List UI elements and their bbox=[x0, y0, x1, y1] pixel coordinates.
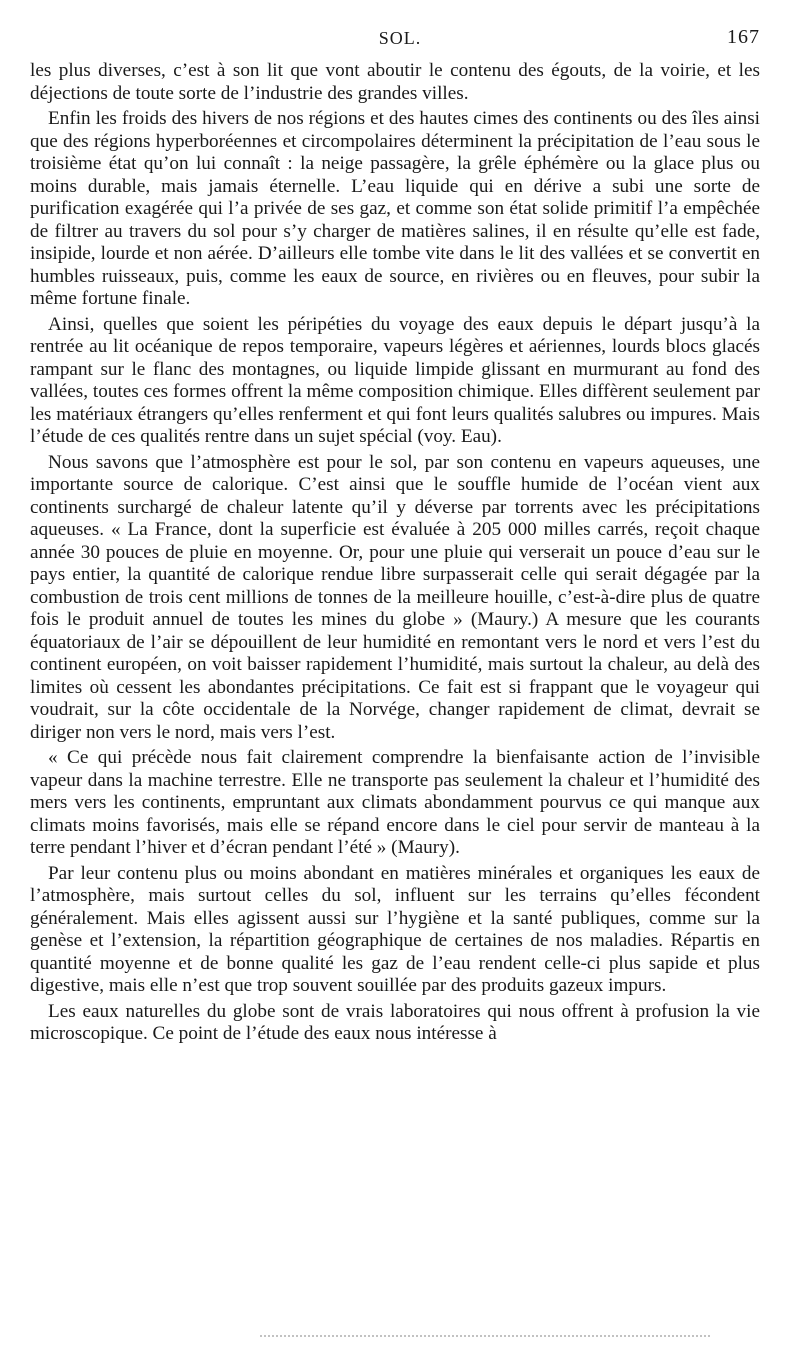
page-body bbox=[30, 60, 760, 1049]
paragraph: Ainsi, quelles que soient les péripéties du voyage des eaux depuis le départ jusqu’à la rentrée au lit océanique de repos temporaire, vapeurs légères et aériennes, lourds blocs glacés rampant sur le flanc des montagnes, ou liquide limpide glissant en murmurant au fond des vallées, toutes ces formes offrent la même composition chimique. Elles diffèrent seulement par les matériaux étrangers qu’elles renferment et qui font leurs qualités salubres ou impures. Mais l’étude de ces qualités rentre dans un sujet spécial (voy. Eau). bbox=[30, 313, 760, 447]
paragraph: Nous savons que l’atmosphère est pour le sol, par son contenu en vapeurs aqueuses, une importante source de calorique. C’est ainsi que le souffle humide de l’océan vient aux continents surchargé de chaleur latente qu’il y déverse par torrents avec les précipitations aqueuses. « La France, dont la superficie est évaluée à 205 000 milles carrés, reçoit chaque année 30 pouces de pluie en moyenne. Or, pour une pluie qui verserait un pouce d’eau sur le pays entier, la quantité de calorique rendue libre surpasserait celle qui serait dégagée par la combustion de trois cent millions de tonnes de la meilleure houille, c’est-à-dire plus de quatre fois le produit annuel de toutes les mines du globe » (Maury.) A mesure que les courants équatoriaux de l’air se dépouillent de leur humidité en remontant vers le nord et vers l’est du continent européen, on voit baisser rapidement l’humidité, mais surtout la chaleur, au delà des limites où cessent les abondantes précipitations. Ce fait est si frappant que le voyageur qui voudrait, sur la côte occidentale de la Norvége, changer rapidement de climat, devrait se diriger non vers le nord, mais vers l’est. bbox=[30, 451, 760, 743]
page-header bbox=[30, 28, 770, 52]
paragraph: les plus diverses, c’est à son lit que vont aboutir le contenu des égouts, de la voirie, et les déjections de toute sorte de l’industrie des grandes villes. bbox=[30, 60, 760, 104]
running-title: SOL. bbox=[378, 28, 422, 48]
paragraph: Par leur contenu plus ou moins abondant en matières minérales et organiques les eaux de l’atmosphère, mais surtout celles du sol, influent sur les terrains qu’elles fécondent généralement. Mais elles agissent aussi sur l’hygiène et la santé publiques, comme sur la genèse et l’extension, la répartition géographique de certaines de nos maladies. Répartis en quantité moyenne et de bonne qualité les gaz de l’eau rendent celle-ci plus sapide et plus digestive, mais elle n’est que trop souvent souillée par des produits gazeux impurs. bbox=[30, 862, 760, 996]
paragraph: Enfin les froids des hivers de nos régions et des hautes cimes des continents ou des îles ainsi que des régions hyperboréennes et circompolaires déterminent la précipitation de l’eau sous le troisième état qu’on lui connaît : la neige passagère, la grêle éphémère ou la glace plus ou moins durable, mais jamais éternelle. L’eau liquide qui en dérive a subi une sorte de purification exagérée qui l’a privée de ses gaz, et comme son état solide primitif l’a empêchée de filtrer au travers du sol pour s’y charger de matières salines, il en résulte qu’elle est fade, insipide, lourde et non aérée. D’ailleurs elle tombe vite dans le lit des vallées et se convertit en humbles ruisseaux, puis, comme les eaux de source, en rivières ou en fleuves, pour subir la même fortune finale. bbox=[30, 108, 760, 309]
page-number: 167 bbox=[727, 26, 760, 48]
paragraph: Les eaux naturelles du globe sont de vrais laboratoires qui nous offrent à profusion la vie microscopique. Ce point de l’étude des eaux nous intéresse à bbox=[30, 1000, 760, 1044]
print-bleed-marks bbox=[260, 1335, 710, 1341]
paragraph: « Ce qui précède nous fait clairement comprendre la bienfaisante action de l’invisible vapeur dans la machine terrestre. Elle ne transporte pas seulement la chaleur et l’humidité des mers vers les continents, empruntant aux climats abondamment pourvus ce qui manque aux climats moins favorisés, mais elle se répand encore dans le ciel pour servir de manteau à la terre pendant l’hiver et d’écran pendant l’été » (Maury). bbox=[30, 747, 760, 858]
